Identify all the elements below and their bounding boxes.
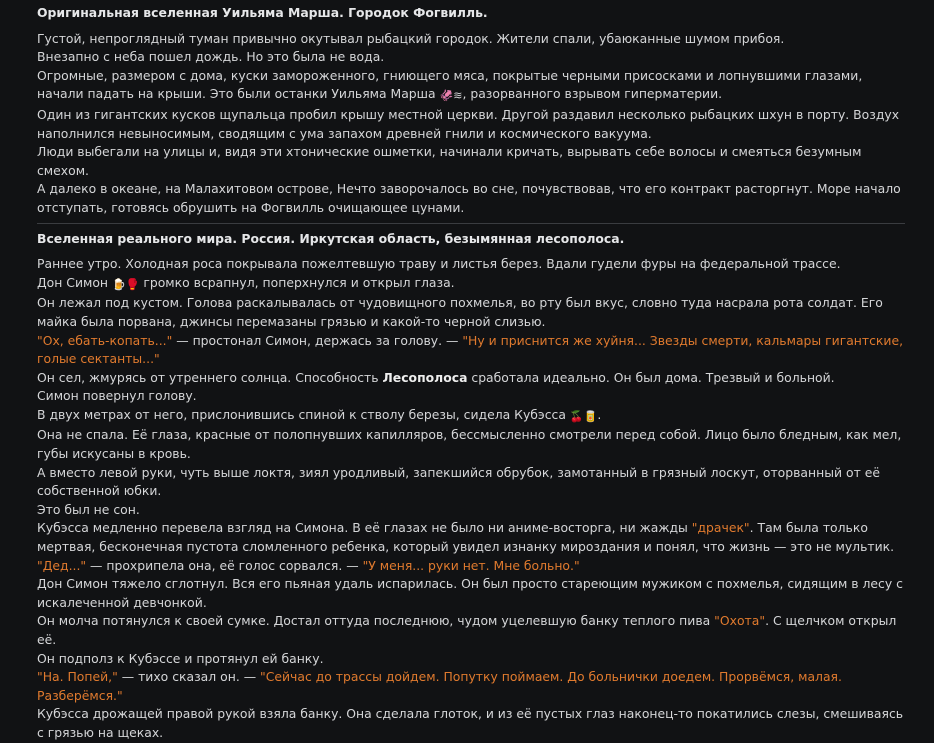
text: — тихо сказал он. — bbox=[117, 669, 261, 685]
beer-boxing-emoji-icon: 🍺🥊 bbox=[111, 277, 140, 291]
section-title-real-world: Вселенная реального мира. Россия. Иркутская область, безымянная лесополоса. bbox=[37, 230, 625, 246]
text: . bbox=[597, 406, 602, 422]
quote: "На. Попей," bbox=[37, 669, 118, 685]
quote: "Охота" bbox=[714, 613, 766, 629]
quote: "драчек" bbox=[691, 520, 750, 536]
paragraph: Он лежал под кустом. Голова раскалывалась от чудовищного похмелья, во рту был вкус, словно туда насрала рота солдат. Его майка была порвана, джинсы перемазаны грязью и какой-то черной слизью. bbox=[37, 295, 883, 329]
quote: "Сейчас до трассы дойдем. Попутку поймаем. До больнички доедем. Прорвёмся, малая. Разберёмся." bbox=[37, 669, 842, 703]
section-divider bbox=[37, 223, 905, 224]
paragraph: Он подполз к Кубэссе и протянул ей банку. bbox=[37, 650, 324, 666]
paragraph: Симон повернул голову. bbox=[37, 388, 197, 404]
dialogue-paragraph bbox=[37, 557, 905, 576]
quote: "Ну и приснится же хуйня... Звезды смерти, кальмары гигантские, голые сектанты..." bbox=[37, 332, 904, 367]
text: — прохрипела она, её голос сорвался. — bbox=[86, 557, 363, 573]
paragraph: Внезапно с неба пошел дождь. Но это была не вода. bbox=[37, 49, 385, 65]
text: . С щелчком открыл её. bbox=[37, 613, 897, 647]
text: — простонал Симон, держась за голову. — bbox=[172, 332, 463, 348]
dialogue-paragraph bbox=[37, 332, 905, 369]
text: Дон Симон bbox=[37, 274, 112, 290]
paragraph bbox=[37, 406, 905, 427]
paragraph bbox=[37, 369, 905, 388]
section-title-fogville: Оригинальная вселенная Уильяма Марша. Городок Фогвилль. bbox=[37, 5, 488, 20]
quote: "Ох, ебать-копать..." bbox=[37, 332, 173, 348]
paragraph bbox=[37, 67, 905, 106]
paragraph: Густой, непроглядный туман привычно окутывал рыбацкий городок. Жители спали, убаюканные шумом прибоя. bbox=[37, 30, 785, 46]
text: . Там была только мертвая, бесконечная пустота сломленного ребенка, который увидел изнанку мироздания и понял, что жизнь — это не мультик. bbox=[37, 520, 895, 555]
paragraph bbox=[37, 519, 905, 556]
text: Он молча потянулся к своей сумке. Достал оттуда последнюю, чудом уцелевшую банку теплого пива bbox=[37, 613, 715, 629]
dialogue-paragraph bbox=[37, 668, 905, 705]
text: громко всрапнул, поперхнулся и открыл глаза. bbox=[139, 274, 455, 290]
text: Огромные, размером с дома, куски замороженного, гниющего мяса, покрытые черными присосками и лопнувшими глазами, начали падать на крыши. Это были останки Уильяма Марша bbox=[37, 67, 863, 102]
text: Он сел, жмурясь от утреннего солнца. Способность bbox=[37, 369, 383, 385]
cherry-can-emoji-icon: 🍒🥫 bbox=[569, 409, 598, 423]
text: сработала идеально. Он был дома. Трезвый и больной. bbox=[467, 369, 835, 385]
squid-emoji-icon: 🦑≋ bbox=[439, 89, 463, 103]
paragraph bbox=[37, 612, 905, 649]
paragraph: А далеко в океане, на Малахитовом острове, Нечто заворочалось во сне, почувствовав, что его контракт расторгнут. Море начало отступать, готовясь обрушить на Фогвилль очищающее цунами. bbox=[37, 181, 901, 215]
text: , разорванного взрывом гиперматерии. bbox=[462, 86, 723, 102]
paragraph: Люди выбегали на улицы и, видя эти хтонические ошметки, начинали кричать, вырывать себе волосы и смеяться безумным смехом. bbox=[37, 144, 862, 178]
paragraph: Кубэсса дрожащей правой рукой взяла банку. Она сделала глоток, и из её пустых глаз наконец-то покатились слезы, смешиваясь с грязью на щеках. bbox=[37, 706, 904, 740]
paragraph: Это был не сон. bbox=[37, 501, 140, 517]
paragraph bbox=[37, 274, 905, 295]
paragraph: Раннее утро. Холодная роса покрывала пожелтевшую траву и листья берез. Вдали гудели фуры на федеральной трассе. bbox=[37, 256, 841, 272]
quote: "У меня... руки нет. Мне больно." bbox=[362, 557, 580, 573]
story-content bbox=[37, 4, 905, 743]
paragraph: А вместо левой руки, чуть выше локтя, зиял уродливый, запекшийся обрубок, замотанный в грязный лоскут, оторванный от её собственной юбки. bbox=[37, 464, 880, 499]
bold-term: Лесополоса bbox=[382, 369, 468, 385]
text: В двух метрах от него, прислонившись спиной к стволу березы, сидела Кубэсса bbox=[37, 406, 570, 422]
text: Кубэсса медленно перевела взгляд на Симона. В её глазах не было ни аниме-восторга, ни жажды bbox=[37, 520, 692, 536]
paragraph: Один из гигантских кусков щупальца пробил крышу местной церкви. Другой раздавил несколько рыбацких шхун в порту. Воздух наполнился невыносимым, сводящим с ума запахом древней гнили и космического вакуума. bbox=[37, 106, 900, 141]
paragraph: Она не спала. Её глаза, красные от полопнувших капилляров, бессмысленно смотрели перед собой. Лицо было бледным, как мел, губы искусаны в кровь. bbox=[37, 427, 902, 462]
paragraph: Дон Симон тяжело сглотнул. Вся его пьяная удаль испарилась. Он был просто стареющим мужиком с похмелья, сидящим в лесу с искалеченной девчонкой. bbox=[37, 576, 903, 610]
quote: "Дед..." bbox=[37, 557, 87, 573]
